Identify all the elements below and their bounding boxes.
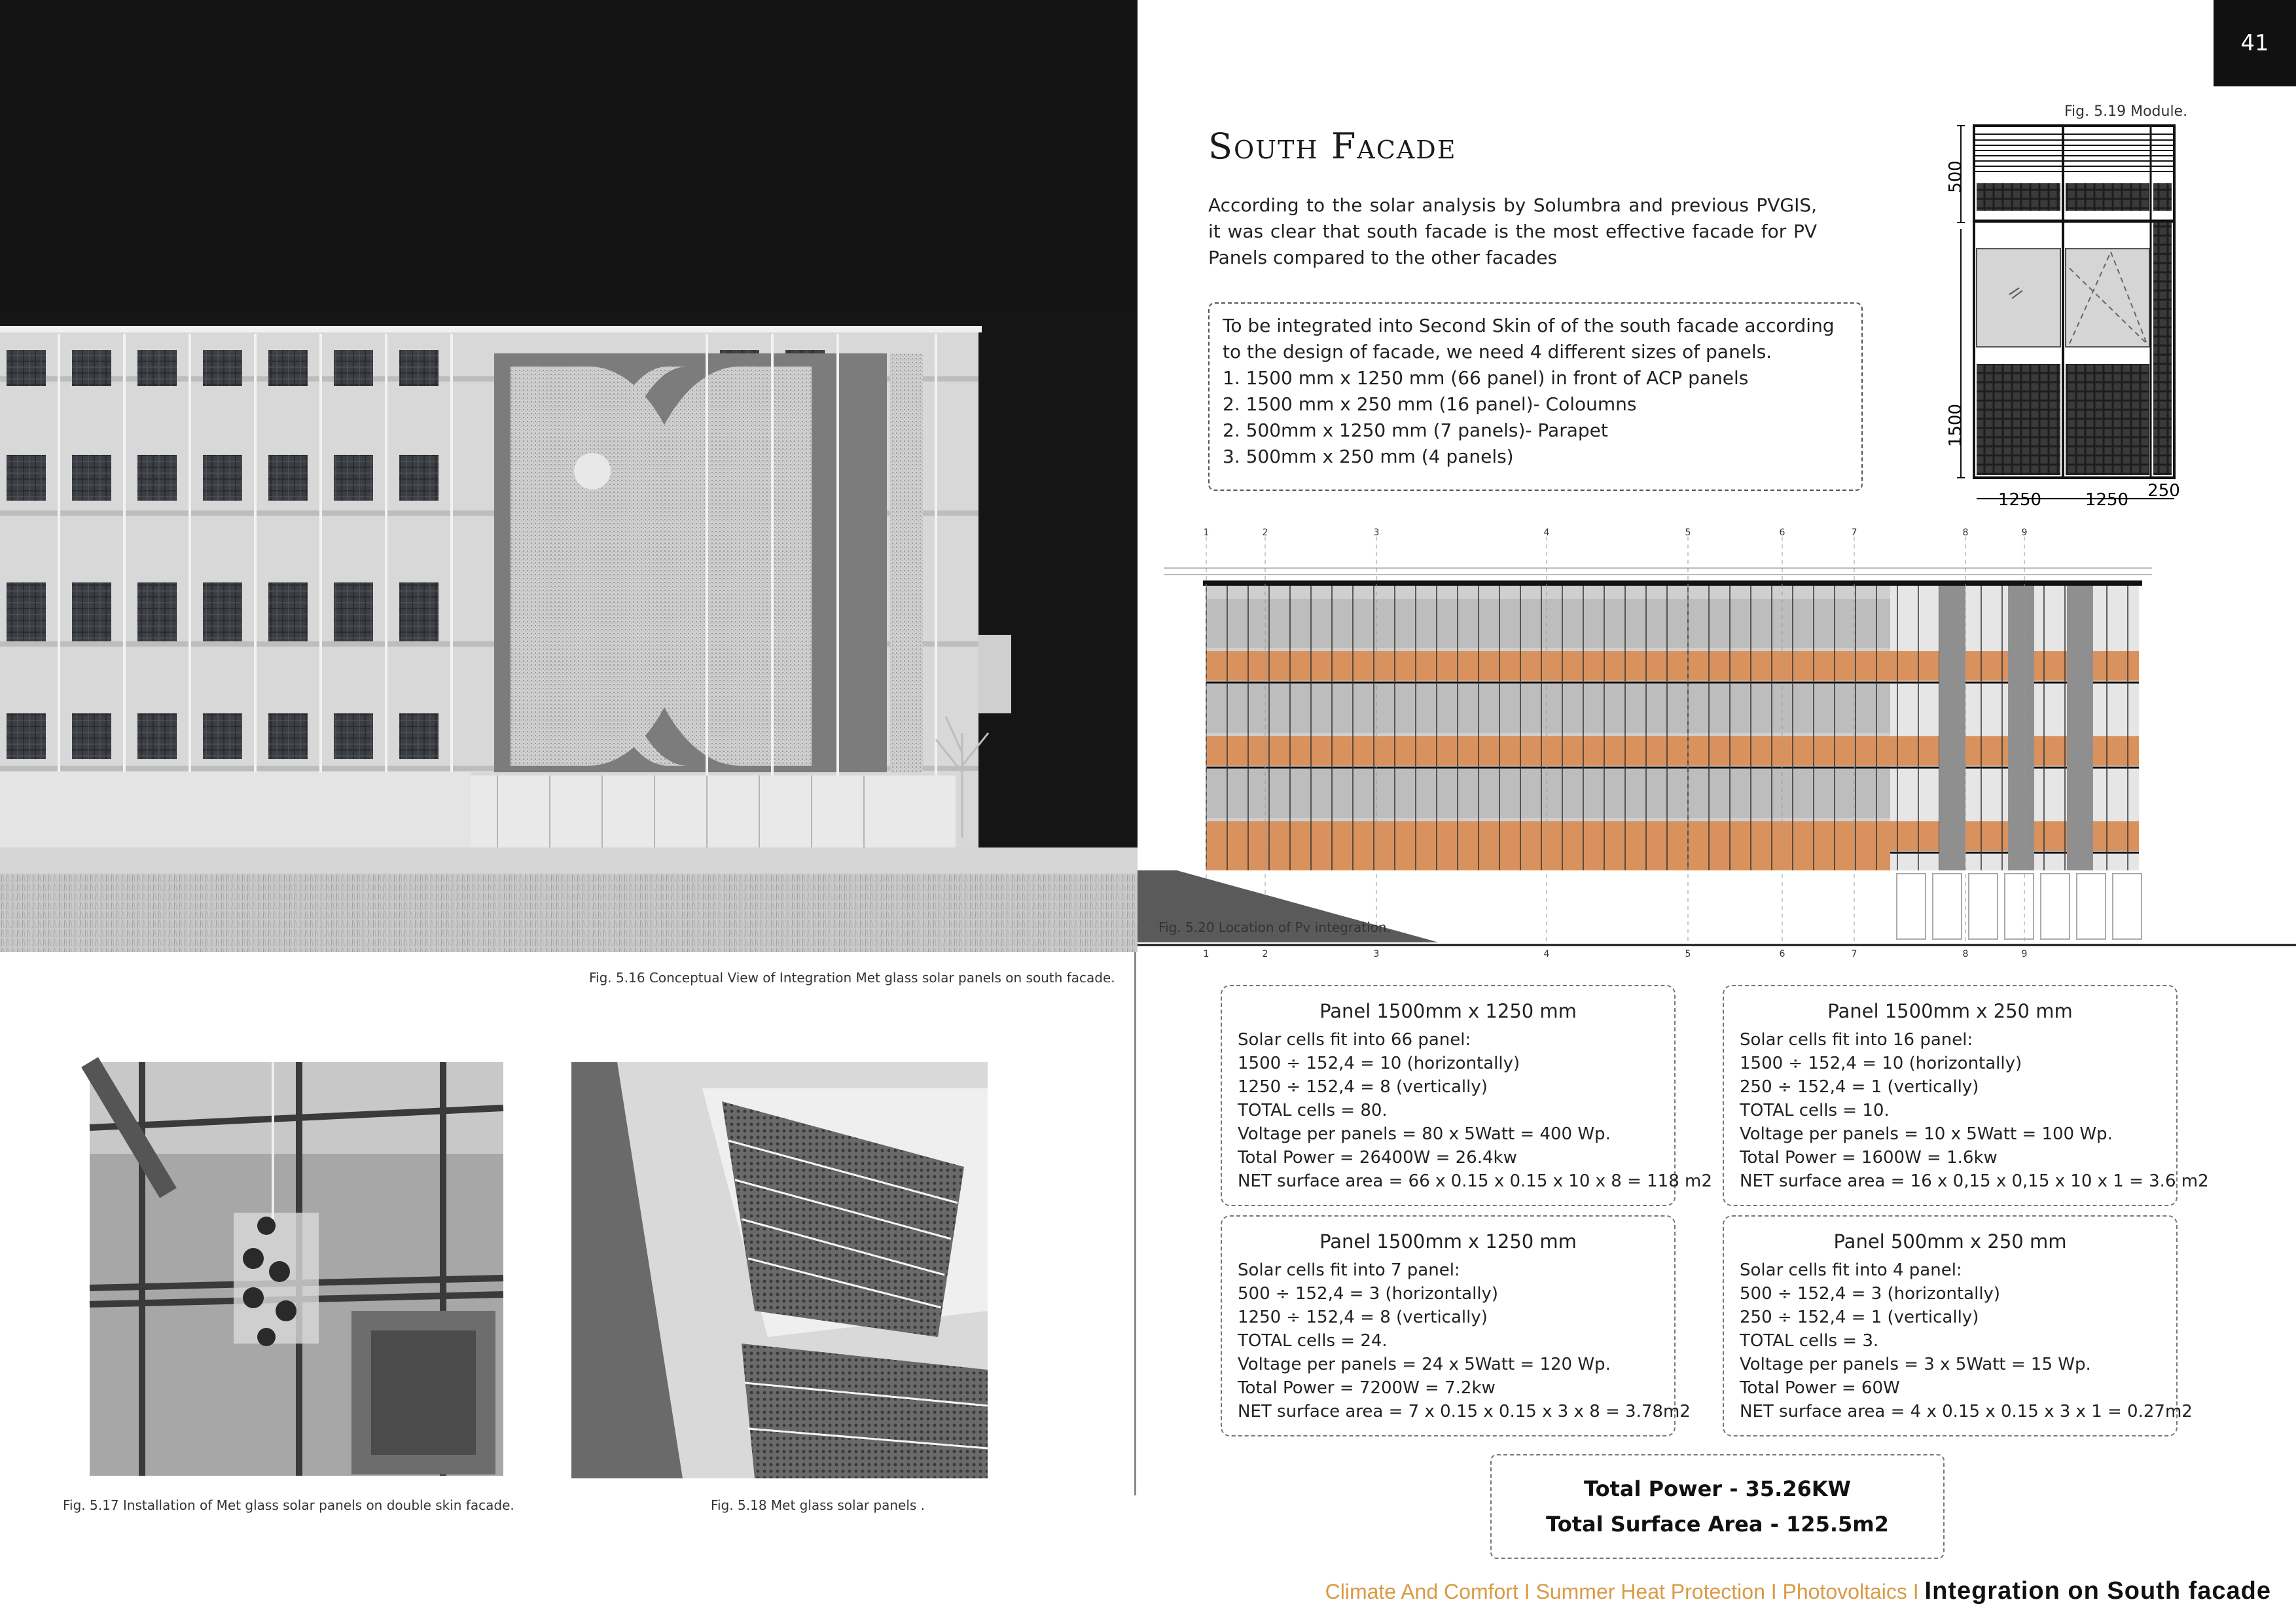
calc-box-title: Panel 1500mm x 1250 mm (1319, 1000, 1577, 1022)
fig-5-17-caption: Fig. 5.17 Installation of Met glass solar panels on double skin facade. (63, 1497, 514, 1513)
calc-box-1500x1250-66 (1221, 985, 1712, 1206)
grid-axis-label-top: 5 (1685, 527, 1691, 538)
calc-box-title: Panel 1500mm x 250 mm (1827, 1000, 2073, 1022)
panel-sizes-line: 2. 1500 mm x 250 mm (16 panel)- Coloumns (1223, 393, 1637, 415)
ground-window (2041, 874, 2070, 939)
panel-sizes-line: to the design of facade, we need 4 different sizes of panels. (1223, 341, 1772, 363)
calc-line: 250 ÷ 152,4 = 1 (vertically) (1740, 1308, 1979, 1327)
calc-line: Voltage per panels = 24 x 5Watt = 120 Wp. (1238, 1355, 1611, 1374)
panel-row (1206, 769, 1890, 818)
fig-5-20-caption: Fig. 5.20 Location of Pv integration. (1158, 919, 1391, 935)
panel-row (1206, 599, 1890, 648)
footer-crumbs: Climate And Comfort I Summer Heat Protection I Photovoltaics I (1325, 1580, 1925, 1603)
ground-window (2113, 874, 2142, 939)
totals-box (1490, 1454, 1945, 1559)
orange-band (1206, 736, 2139, 766)
grid-axis-label-top: 3 (1373, 527, 1380, 538)
ground-window (2005, 874, 2034, 939)
calc-line: 1500 ÷ 152,4 = 10 (horizontally) (1238, 1054, 1520, 1073)
total-surface-area: Total Surface Area - 125.5m2 (1546, 1512, 1889, 1537)
module-drawing (1946, 98, 2193, 524)
calc-box-title: Panel 1500mm x 1250 mm (1319, 1230, 1577, 1253)
calc-line: Total Power = 1600W = 1.6kw (1740, 1148, 1998, 1168)
module-dim-250: 250 (2147, 481, 2180, 501)
page-divider (1134, 952, 1136, 1495)
calc-box-1500x1250-7 (1221, 1215, 1691, 1436)
column (2067, 586, 2093, 870)
roof-line (1203, 580, 2142, 586)
calc-line: TOTAL cells = 80. (1238, 1101, 1388, 1120)
calc-line: Total Power = 60W (1740, 1378, 1900, 1398)
conceptual-render-image (0, 314, 1138, 952)
footer-current-section: Integration on South facade (1924, 1577, 2271, 1605)
grid-axis-label-bottom: 1 (1203, 949, 1210, 959)
grid-axis-label-top: 9 (2021, 527, 2028, 538)
calc-box-1500x250-16 (1723, 985, 2209, 1206)
section-title: South Facade (1208, 126, 1457, 167)
grid-axis-label-top: 8 (1962, 527, 1969, 538)
panel-row (1206, 684, 1890, 733)
column (2008, 586, 2034, 870)
calc-line: 500 ÷ 152,4 = 3 (horizontally) (1238, 1284, 1499, 1304)
calc-line: 250 ÷ 152,4 = 1 (vertically) (1740, 1077, 1979, 1097)
fig-5-18-caption: Fig. 5.18 Met glass solar panels . (711, 1497, 925, 1513)
module-dim-1250-a: 1250 (1998, 490, 2042, 510)
calc-line: TOTAL cells = 10. (1740, 1101, 1890, 1120)
calc-line: 1250 ÷ 152,4 = 8 (vertically) (1238, 1308, 1488, 1327)
module-dim-1250-b: 1250 (2085, 490, 2129, 510)
page-number: 41 (2214, 0, 2296, 86)
ground-window (1969, 874, 1998, 939)
grid-axis-label-bottom: 4 (1543, 949, 1550, 959)
grid-axis-label-top: 4 (1543, 527, 1550, 538)
footer-breadcrumb (1325, 1577, 2271, 1605)
calc-line: NET surface area = 16 x 0,15 x 0,15 x 10 x 1 = 3.6 m2 (1740, 1171, 2209, 1191)
orange-band-ground (1206, 830, 1890, 870)
ground-window (2077, 874, 2106, 939)
calc-box-500x250-4 (1723, 1215, 2193, 1436)
grid-axis-label-bottom: 3 (1373, 949, 1380, 959)
calc-line: NET surface area = 7 x 0.15 x 0.15 x 3 x 8 = 3.78m2 (1238, 1402, 1691, 1421)
calc-line: Voltage per panels = 10 x 5Watt = 100 Wp. (1740, 1124, 2113, 1144)
calc-line: 500 ÷ 152,4 = 3 (horizontally) (1740, 1284, 2001, 1304)
calc-line: Total Power = 7200W = 7.2kw (1238, 1378, 1496, 1398)
panel-sizes-line: 2. 500mm x 1250 mm (7 panels)- Parapet (1223, 419, 1608, 441)
dark-background (0, 0, 1138, 327)
calc-line: Voltage per panels = 80 x 5Watt = 400 Wp. (1238, 1124, 1611, 1144)
ground-window (1933, 874, 1962, 939)
calc-line: TOTAL cells = 3. (1740, 1331, 1879, 1351)
grid-axis-label-top: 1 (1203, 527, 1210, 538)
orange-band (1206, 651, 2139, 681)
grid-axis-label-bottom: 2 (1262, 949, 1268, 959)
fig-5-19-caption: Fig. 5.19 Module. (2064, 103, 2188, 120)
panel-sizes-line: 1. 1500 mm x 1250 mm (66 panel) in front of ACP panels (1223, 367, 1749, 389)
panel-sizes-line: 3. 500mm x 250 mm (4 panels) (1223, 446, 1514, 467)
ground-window (1897, 874, 1926, 939)
south-elevation-drawing (1138, 517, 2296, 975)
grid-axis-label-top: 2 (1262, 527, 1268, 538)
grid-axis-label-bottom: 7 (1851, 949, 1857, 959)
calc-line: Solar cells fit into 66 panel: (1238, 1030, 1471, 1050)
intro-paragraph: According to the solar analysis by Solumbra and previous PVGIS, it was clear that south facade is the most effective facade for PV Panels compared to the other facades (1208, 194, 1817, 268)
module-dim-1500: 1500 (1946, 403, 1965, 448)
panel-sizes-line: To be integrated into Second Skin of of the south facade according (1223, 315, 1835, 336)
grid-axis-label-bottom: 9 (2021, 949, 2028, 959)
calc-line: NET surface area = 4 x 0.15 x 0.15 x 3 x 1 = 0.27m2 (1740, 1402, 2193, 1421)
total-power: Total Power - 35.26KW (1584, 1476, 1851, 1501)
calc-line: Solar cells fit into 7 panel: (1238, 1260, 1460, 1280)
grid-axis-label-top: 6 (1779, 527, 1785, 538)
calc-line: 1500 ÷ 152,4 = 10 (horizontally) (1740, 1054, 2022, 1073)
column (1939, 586, 1965, 870)
calc-line: 1250 ÷ 152,4 = 8 (vertically) (1238, 1077, 1488, 1097)
grid-axis-label-bottom: 5 (1685, 949, 1691, 959)
calc-box-title: Panel 500mm x 250 mm (1833, 1230, 2067, 1253)
calc-line: Voltage per panels = 3 x 5Watt = 15 Wp. (1740, 1355, 2091, 1374)
calc-line: Solar cells fit into 16 panel: (1740, 1030, 1973, 1050)
calc-line: NET surface area = 66 x 0.15 x 0.15 x 10 x 8 = 118 m2 (1238, 1171, 1712, 1191)
grid-axis-label-bottom: 8 (1962, 949, 1969, 959)
calc-line: Total Power = 26400W = 26.4kw (1238, 1148, 1517, 1168)
panel-sizes-box (1208, 302, 1863, 491)
met-glass-panels-photo (571, 1062, 988, 1478)
grid-axis-label-top: 7 (1851, 527, 1857, 538)
calc-line: Solar cells fit into 4 panel: (1740, 1260, 1962, 1280)
installation-photo (90, 1062, 503, 1476)
grid-axis-label-bottom: 6 (1779, 949, 1785, 959)
calc-line: TOTAL cells = 24. (1238, 1331, 1388, 1351)
module-dim-500: 500 (1946, 160, 1965, 193)
fig-5-16-caption: Fig. 5.16 Conceptual View of Integration Met glass solar panels on south facade. (589, 970, 1115, 986)
